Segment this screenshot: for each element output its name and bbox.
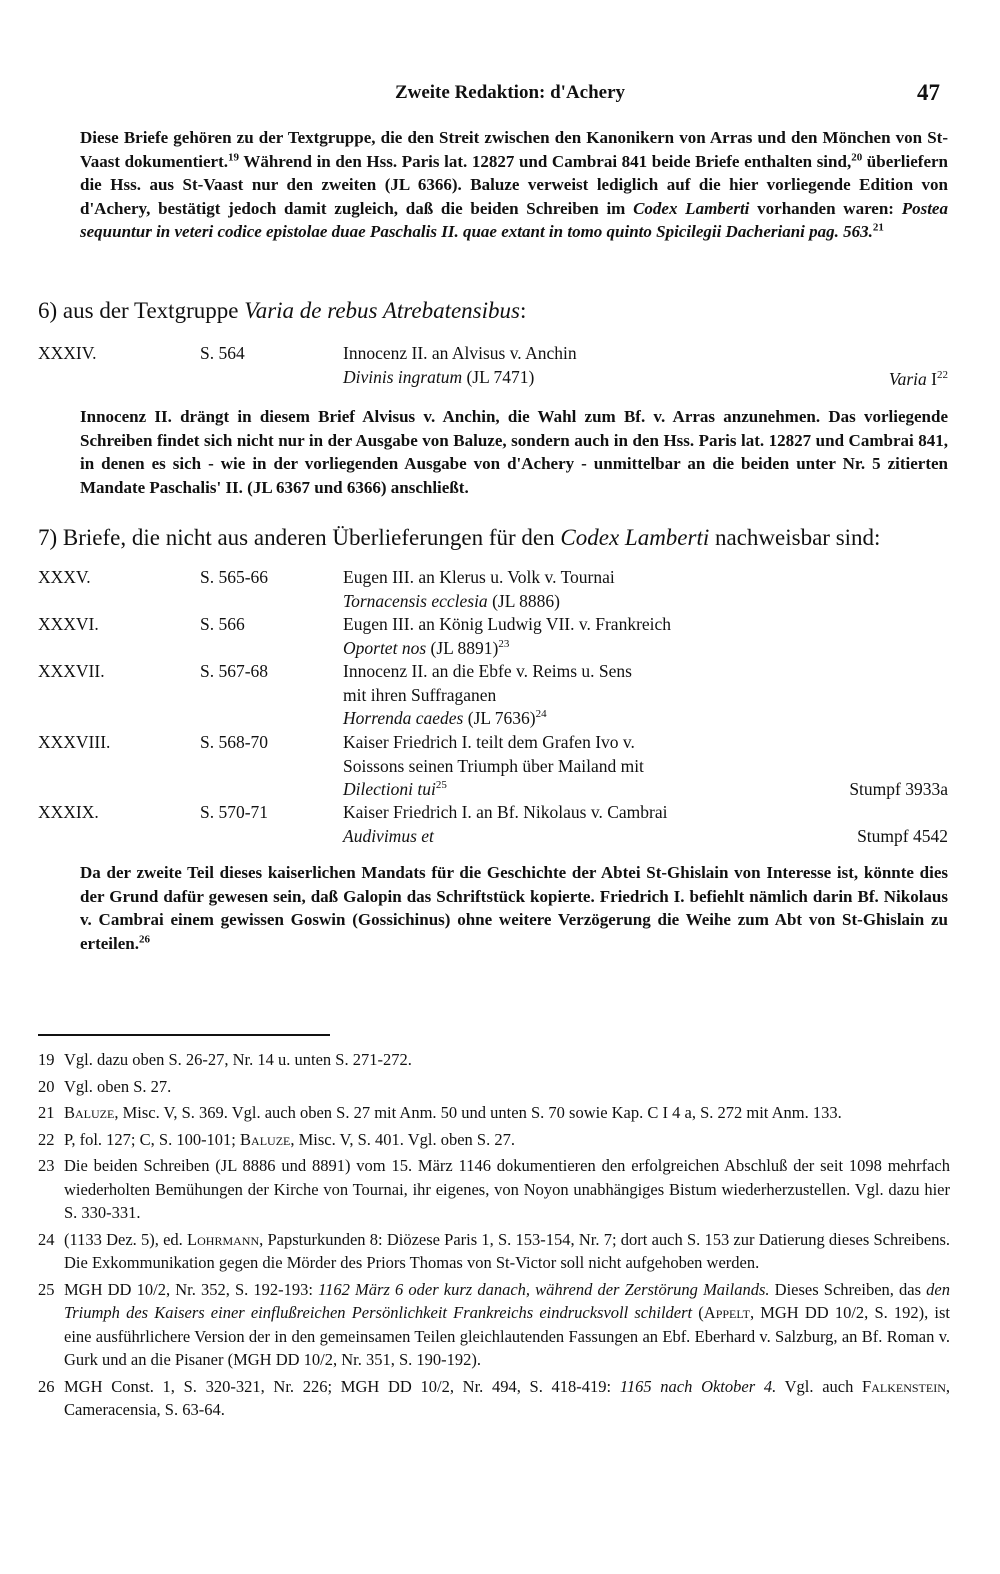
heading-italic: Varia de rebus Atrebatensibus — [244, 298, 520, 323]
footnote-rule — [38, 1034, 330, 1036]
letter-entry-xxxv — [38, 566, 948, 614]
entry-line: Eugen III. an König Ludwig VII. v. Frankreich — [343, 614, 672, 634]
footnote-number: 26 — [38, 1376, 55, 1396]
section-6-paragraph: Innocenz II. drängt in diesem Brief Alvisus v. Anchin, die Wahl zum Bf. v. Arras anzunehmen. Das vorliegende Schreiben findet sich nicht nur in der Ausgabe von Baluze, sondern auch in den Hss. Paris lat. 12827 und Cambrai 841, in denen es sich - wie in der vorliegenden Ausgabe von d'Achery - unmittelbar an die beiden unter Nr. 5 zitierten Mandate Paschalis' II. (JL 6367 und 6366) anschließt. — [80, 407, 948, 497]
entry-incipit-line — [343, 366, 763, 390]
footnote-text: Die beiden Schreiben (JL 8886 und 8891) vom 15. März 1146 dokumentieren den erfolgreichen Abschluß der seit 1098 mehrfach wiederholten Bemühungen der Kirche von Tournai, ihr eigenes, von Noyon unabhängiges Bistum wiederherzustellen. Vgl. dazu hier S. 330-331. — [64, 1156, 950, 1222]
letter-entry-xxxvii — [38, 660, 948, 732]
footnote-number: 24 — [38, 1229, 55, 1249]
footnote-text: Vgl. oben S. 27. — [64, 1076, 172, 1096]
intro-text: überliefern die Hss. aus St-Vaast nur den zweiten (JL 6366). Baluze verweist lediglich auf die hier vorliegende Edition von d'Achery, bestätigt jedoch damit zugleich, daß die beiden Schreiben im — [80, 151, 949, 218]
entry-line: Soissons seinen Triumph über Mailand mit — [343, 755, 644, 776]
entry-page: S. 567-68 — [200, 661, 269, 681]
varia-label: Varia — [888, 369, 927, 389]
entry-page: S. 566 — [200, 614, 245, 634]
intro-text: Während in den Hss. Paris lat. 12827 und Cambrai 841 beide Briefe enthalten sind, — [239, 151, 852, 171]
entry-description — [343, 801, 763, 848]
entry-description — [343, 342, 763, 389]
footnote-ref: 19 — [228, 150, 240, 163]
footnote-22 — [38, 1128, 950, 1152]
footnote-number: 21 — [38, 1103, 55, 1122]
entry-page: S. 568-70 — [200, 732, 269, 752]
footnote-text: Vgl. dazu oben S. 26-27, Nr. 14 u. unten S. 271-272. — [64, 1050, 412, 1069]
entry-page: S. 565-66 — [200, 567, 269, 587]
footnote-text: MGH Const. 1, S. 320-321, Nr. 226; MGH DD 10/2, Nr. 494, S. 418-419: — [64, 1376, 620, 1396]
author-name: Appelt — [703, 1303, 750, 1322]
footnote-text: P, fol. 127; C, S. 100-101; — [64, 1129, 241, 1149]
entry-description — [343, 566, 763, 613]
entry-incipit-line — [343, 707, 763, 731]
entry-number: XXXVII. — [38, 661, 105, 681]
footnote-italic: 1165 nach Oktober 4. — [619, 1376, 777, 1396]
page-header — [80, 80, 940, 110]
footnote-text: (1133 Dez. 5), ed. — [64, 1229, 188, 1249]
running-title: Zweite Redaktion: d'Achery — [394, 82, 626, 103]
footnote-text: , Cameracensia, S. 63-64. — [64, 1376, 950, 1419]
jl-ref: (JL 7471) — [462, 366, 535, 387]
heading-text: 6) aus der Textgruppe — [38, 298, 245, 323]
entry-number: XXXIX. — [38, 802, 99, 822]
footnote-text: , Misc. V, S. 369. Vgl. auch oben S. 27 mit Anm. 50 und unten S. 70 sowie Kap. C I 4 a, S. 272 mit Anm. 133. — [114, 1103, 842, 1122]
footnote-23 — [38, 1154, 950, 1225]
incipit: Audivimus et — [343, 825, 434, 846]
letter-entry-xxxvi — [38, 613, 948, 661]
footnote-ref: 21 — [872, 221, 884, 234]
footnote-number: 19 — [38, 1050, 55, 1069]
entry-incipit-line — [343, 637, 763, 661]
jl-ref: (JL 7636) — [463, 708, 536, 728]
footnote-ref: 23 — [498, 637, 510, 650]
footnote-24 — [38, 1228, 950, 1275]
codex-title: Codex Lamberti — [633, 198, 750, 218]
footnote-number: 23 — [38, 1156, 55, 1175]
footnote-number: 22 — [38, 1129, 55, 1149]
entry-incipit-line — [343, 825, 763, 849]
stumpf-ref: Stumpf 3933a — [849, 779, 948, 799]
footnote-number: 20 — [38, 1076, 55, 1096]
heading-text: : — [519, 298, 527, 323]
entry-page: S. 564 — [200, 343, 245, 363]
entry-line: Kaiser Friedrich I. an Bf. Nikolaus v. Cambrai — [343, 802, 668, 822]
incipit: Tornacensis ecclesia — [343, 590, 488, 611]
section-7-heading — [38, 524, 968, 552]
incipit: Horrenda caedes — [343, 708, 464, 728]
footnote-20 — [38, 1075, 950, 1099]
entry-number: XXXV. — [38, 567, 91, 587]
footnote-text: , Papsturkunden 8: Diözese Paris 1, S. 153-154, Nr. 7; dort auch S. 153 zur Datierung dieses Schreibens. Die Exkommunikation gegen die Mörder des Priors Thomas von St-Victor soll nicht aufgehoben werden. — [64, 1229, 950, 1272]
entry-description — [343, 660, 763, 731]
footnote-ref: 24 — [535, 708, 547, 721]
letter-entry-xxxix — [38, 801, 948, 849]
stumpf-ref: Stumpf 4542 — [857, 826, 948, 846]
footnote-text: ( — [692, 1303, 704, 1322]
footnote-text: , Misc. V, S. 401. Vgl. oben S. 27. — [290, 1129, 515, 1149]
entry-number: XXXIV. — [38, 343, 97, 363]
footnote-text: , MGH DD 10/2, S. 192), ist eine ausführlichere Version der in den gemeinsamen Teilen gleichlautenden Fassungen an Ebf. Eberhard v. Salzburg, an Bf. Roman v. Gurk und an die Pisaner (MGH DD 10/2, Nr. 351, S. 190-192). — [64, 1303, 951, 1369]
heading-text: nachweisbar sind: — [709, 525, 881, 550]
letter-entry-xxxiv — [38, 342, 948, 392]
incipit: Divinis ingratum — [343, 366, 463, 387]
footnote-26 — [38, 1375, 950, 1422]
footnote-25 — [38, 1278, 950, 1372]
footnote-19 — [38, 1048, 950, 1072]
varia-value: I — [931, 369, 937, 389]
entry-line: Kaiser Friedrich I. teilt dem Grafen Ivo v. — [343, 732, 635, 752]
entry-line: Innocenz II. an Alvisus v. Anchin — [343, 343, 577, 363]
incipit: Dilectioni tui — [343, 779, 436, 799]
footnote-ref: 22 — [937, 369, 948, 382]
letter-entry-xxxviii — [38, 731, 948, 803]
author-name: Baluze — [64, 1103, 115, 1122]
paragraph-text: Da der zweite Teil dieses kaiserlichen Mandats für die Geschichte der Abtei St-Ghislain von Interesse ist, könnte dies der Grund dafür gewesen sein, daß Galopin das Schriftstück kopierte. Friedrich I. befiehlt nämlich darin Bf. Nikolaus v. Cambrai einem gewissen Goswin (Gossichinus) ohne weitere Verzögerung die Weihe zum Abt von St-Ghislain zu erteilen. — [80, 863, 948, 953]
footnote-italic: 1162 März 6 oder kurz danach, während der Zerstörung Mailands. — [318, 1279, 770, 1299]
incipit: Oportet nos — [343, 637, 427, 658]
entry-line: Innocenz II. an die Ebfe v. Reims u. Sens — [343, 661, 632, 681]
heading-italic: Codex Lamberti — [560, 525, 710, 550]
footnote-text: Vgl. auch — [776, 1376, 863, 1396]
section-6-heading — [38, 297, 968, 325]
footnote-ref: 25 — [435, 779, 447, 792]
entry-line: Eugen III. an Klerus u. Volk v. Tournai — [343, 567, 615, 587]
footnote-italic: den Triumph des Kaisers einer einflußreichen Persönlichkeit Frankreichs eindrucksvoll schildert — [64, 1279, 950, 1322]
entry-description — [343, 731, 763, 802]
footnote-text: Dieses Schreiben, das — [769, 1279, 927, 1299]
jl-ref: (JL 8891) — [426, 637, 499, 658]
section-7-paragraph — [80, 861, 948, 955]
page-number: 47 — [917, 80, 940, 105]
entry-incipit-line — [343, 778, 763, 802]
entry-incipit-line — [343, 590, 763, 614]
entry-number: XXXVI. — [38, 614, 99, 634]
footnote-21 — [38, 1101, 950, 1125]
author-name: Lohrmann — [187, 1229, 260, 1249]
jl-ref: (JL 8886) — [487, 590, 560, 611]
author-name: Baluze — [240, 1129, 291, 1149]
footnote-text: MGH DD 10/2, Nr. 352, S. 192-193: — [64, 1279, 319, 1299]
footnotes — [38, 1048, 950, 1425]
entry-line: mit ihren Suffraganen — [343, 684, 497, 705]
entry-description — [343, 613, 763, 660]
footnote-ref: 20 — [851, 150, 863, 163]
author-name: Falkenstein — [862, 1376, 946, 1396]
intro-text: vorhanden waren: — [749, 198, 902, 218]
footnote-number: 25 — [38, 1279, 55, 1299]
latin-quote: Postea sequuntur in veteri codice epistolae duae Paschalis II. quae extant in tomo quinto Spicilegii Dacheriani pag. 563. — [80, 198, 948, 241]
heading-text: 7) Briefe, die nicht aus anderen Überlieferungen für den — [38, 525, 561, 550]
entry-page: S. 570-71 — [200, 802, 269, 822]
intro-text: Diese Briefe gehören zu der Textgruppe, die den Streit zwischen den Kanonikern von Arras und den Mönchen von St-Vaast dokumentiert. — [80, 128, 948, 171]
entry-number: XXXVIII. — [38, 732, 111, 752]
entry-right-ref — [889, 368, 948, 392]
footnote-ref: 26 — [139, 932, 150, 945]
intro-paragraph — [80, 126, 948, 244]
